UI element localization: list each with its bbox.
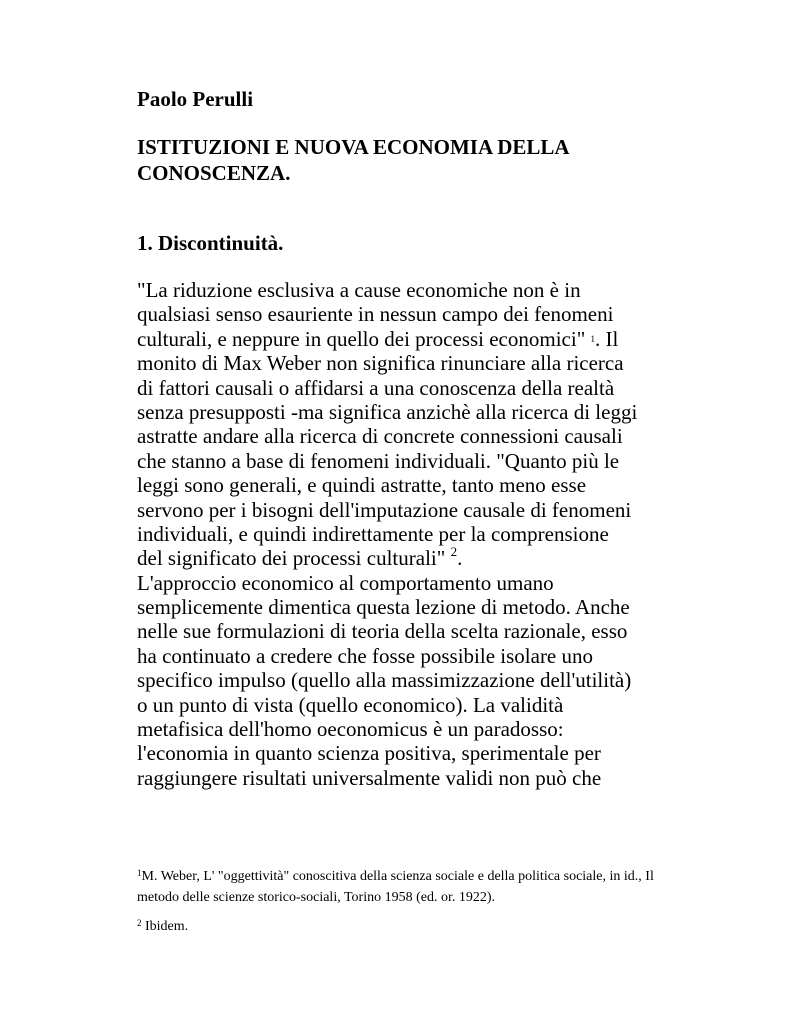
body-text (137, 278, 697, 790)
body-line: ha continuato a credere che fosse possibile isolare uno (137, 643, 594, 668)
body-line: semplicemente dimentica questa lezione di metodo. Anche (137, 595, 630, 620)
body-line: che stanno a base di fenomeni individuali. "Quanto più le (137, 448, 620, 473)
body-line: o un punto di vista (quello economico). La validità (137, 692, 564, 717)
footnote-1 (137, 866, 677, 908)
footnote-2 (137, 916, 188, 937)
body-line: individuali, e quindi indirettamente per la comprensione (137, 521, 609, 546)
body-line-text: culturali, e neppure in quello dei processi economici" (137, 326, 591, 351)
body-line: nelle sue formulazioni di teoria della scelta razionale, esso (137, 619, 628, 644)
body-line (137, 327, 697, 351)
body-line: senza presupposti -ma significa anzichè alla ricerca di leggi (137, 399, 638, 424)
body-line: monito di Max Weber non significa rinunciare alla ricerca (137, 351, 624, 376)
footnote-2-mark: 2 (137, 918, 142, 928)
footnote-2-text: Ibidem. (141, 919, 189, 934)
body-line: astratte andare alla ricerca di concrete connessioni causali (137, 424, 623, 449)
body-line: specifico impulso (quello alla massimizzazione dell'utilità) (137, 668, 632, 693)
body-line: qualsiasi senso esauriente in nessun campo dei fenomeni (137, 302, 614, 327)
body-line-text: . Il (595, 326, 619, 351)
body-line (137, 546, 697, 570)
body-line-text: del significato dei processi culturali" (137, 546, 451, 571)
body-line: leggi sono generali, e quindi astratte, tanto meno esse (137, 473, 587, 498)
body-line: "La riduzione esclusiva a cause economiche non è in (137, 278, 581, 302)
document-title (137, 134, 677, 186)
footnote-reference-2: 2 (450, 544, 458, 560)
section-heading: 1. Discontinuità. (137, 231, 284, 255)
footnote-1-line: metodo delle scienze storico-sociali, Torino 1958 (ed. or. 1922). (137, 890, 496, 905)
body-line: servono per i bisogni dell'imputazione causale di fenomeni (137, 497, 632, 522)
title-line-2: CONOSCENZA. (137, 161, 291, 185)
body-line: L'approccio economico al comportamento umano (137, 570, 554, 595)
title-line-1: ISTITUZIONI E NUOVA ECONOMIA DELLA (137, 135, 570, 159)
body-line-text: . (457, 546, 463, 571)
body-line: metafisica dell'homo oeconomicus è un paradosso: (137, 717, 564, 742)
body-line: di fattori causali o affidarsi a una conoscenza della realtà (137, 375, 615, 400)
footnote-1-text: M. Weber, L' "oggettività" conoscitiva della scienza sociale e della politica sociale, in id., Il (141, 869, 654, 884)
author-name: Paolo Perulli (137, 87, 254, 111)
body-line: raggiungere risultati universalmente validi non può che (137, 765, 602, 790)
footnote-1-mark: 1 (137, 868, 142, 878)
body-line: l'economia in quanto scienza positiva, sperimentale per (137, 741, 601, 766)
footnote-reference-1: 1 (590, 333, 596, 344)
footnote-1-line (137, 866, 677, 887)
